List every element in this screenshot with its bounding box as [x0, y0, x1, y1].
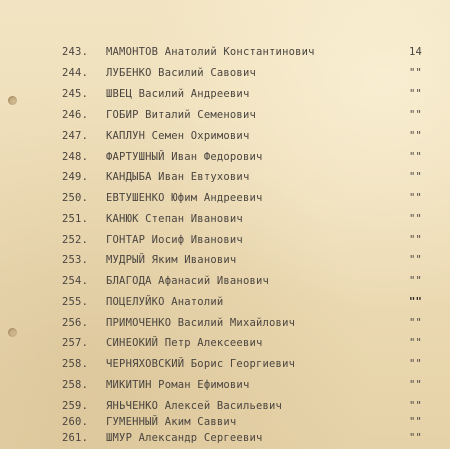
entry-number: 247.: [62, 130, 89, 142]
entry-name: ГОНТАР Иосиф Иванович: [106, 234, 243, 246]
entry-number: 258.: [62, 358, 89, 370]
entry-name: ФАРТУШНЫЙ Иван Федорович: [106, 151, 263, 163]
list-item: [0, 168, 450, 186]
entry-number: 252.: [62, 234, 89, 246]
entry-number: 246.: [62, 109, 89, 121]
entry-value: "": [408, 151, 422, 163]
entry-value: "": [408, 254, 422, 266]
list-item: [0, 355, 450, 373]
entry-name: ЛУБЕНКО Василий Савович: [106, 67, 256, 79]
entry-name: ЯНЬЧЕНКО Алексей Васильевич: [106, 400, 283, 412]
entry-number: 245.: [62, 88, 89, 100]
list-item: [0, 293, 450, 311]
entry-value: "": [408, 213, 422, 225]
entry-name: ПРИМОЧЕНКО Василий Михайлович: [106, 317, 296, 329]
entry-number: 258.: [62, 379, 89, 391]
entry-name: ЕВТУШЕНКО Юфим Андреевич: [106, 192, 263, 204]
entry-value: "": [408, 109, 422, 121]
entry-value: "": [408, 296, 422, 308]
list-item: [0, 210, 450, 228]
list-item: [0, 43, 450, 61]
list-item: [0, 231, 450, 249]
entry-number: 261.: [62, 432, 89, 444]
entry-value: "": [408, 379, 422, 391]
entry-value: "": [408, 67, 422, 79]
entry-value: "": [408, 275, 422, 287]
entry-value: "": [408, 358, 422, 370]
entry-value: "": [408, 192, 422, 204]
entry-name: СИНЕОКИЙ Петр Алексеевич: [106, 337, 263, 349]
entry-number: 259.: [62, 400, 89, 412]
entry-value: "": [408, 400, 422, 412]
entry-name: МУДРЫЙ Яким Иванович: [106, 254, 237, 266]
entry-number: 249.: [62, 171, 89, 183]
entry-name: КАПЛУН Семен Охримович: [106, 130, 250, 142]
entry-number: 248.: [62, 151, 89, 163]
entry-number: 251.: [62, 213, 89, 225]
entry-name: ПОЦЕЛУЙКО Анатолий: [106, 296, 224, 308]
entry-value: "": [408, 432, 422, 444]
entry-value: 14: [408, 46, 422, 58]
entry-value: "": [408, 171, 422, 183]
entry-name: ЧЕРНЯХОВСКИЙ Борис Георгиевич: [106, 358, 296, 370]
entry-name: КАНДЫБА Иван Евтухович: [106, 171, 250, 183]
entry-value: "": [408, 337, 422, 349]
entry-value: "": [408, 130, 422, 142]
entry-name: БЛАГОДА Афанасий Иванович: [106, 275, 270, 287]
entry-number: 255.: [62, 296, 89, 308]
entry-name: ШВЕЦ Василий Андреевич: [106, 88, 250, 100]
list-item: [0, 251, 450, 269]
entry-number: 244.: [62, 67, 89, 79]
entry-name: КАНЮК Степан Иванович: [106, 213, 243, 225]
list-item: [0, 127, 450, 145]
entry-number: 253.: [62, 254, 89, 266]
list-item: [0, 272, 450, 290]
entry-value: "": [408, 317, 422, 329]
list-item: [0, 148, 450, 166]
entry-number: 260.: [62, 416, 89, 428]
entry-name: МАМОНТОВ Анатолий Константинович: [106, 46, 315, 58]
entry-name: МИКИТИН Роман Ефимович: [106, 379, 250, 391]
list-item: [0, 429, 450, 447]
entry-value: "": [408, 416, 422, 428]
list-item: [0, 314, 450, 332]
entry-name: ГУМЕННЫЙ Аким Саввич: [106, 416, 237, 428]
entry-name: ГОБИР Виталий Семенович: [106, 109, 256, 121]
entry-value: "": [408, 88, 422, 100]
list-item: [0, 64, 450, 82]
entry-number: 243.: [62, 46, 89, 58]
list-item: [0, 334, 450, 352]
list-item: [0, 189, 450, 207]
entry-name: ШМУР Александр Сергеевич: [106, 432, 263, 444]
entry-number: 254.: [62, 275, 89, 287]
list-item: [0, 376, 450, 394]
entry-value: "": [408, 234, 422, 246]
list-item: [0, 106, 450, 124]
entry-number: 257.: [62, 337, 89, 349]
list-item: [0, 85, 450, 103]
entry-number: 250.: [62, 192, 89, 204]
entry-number: 256.: [62, 317, 89, 329]
